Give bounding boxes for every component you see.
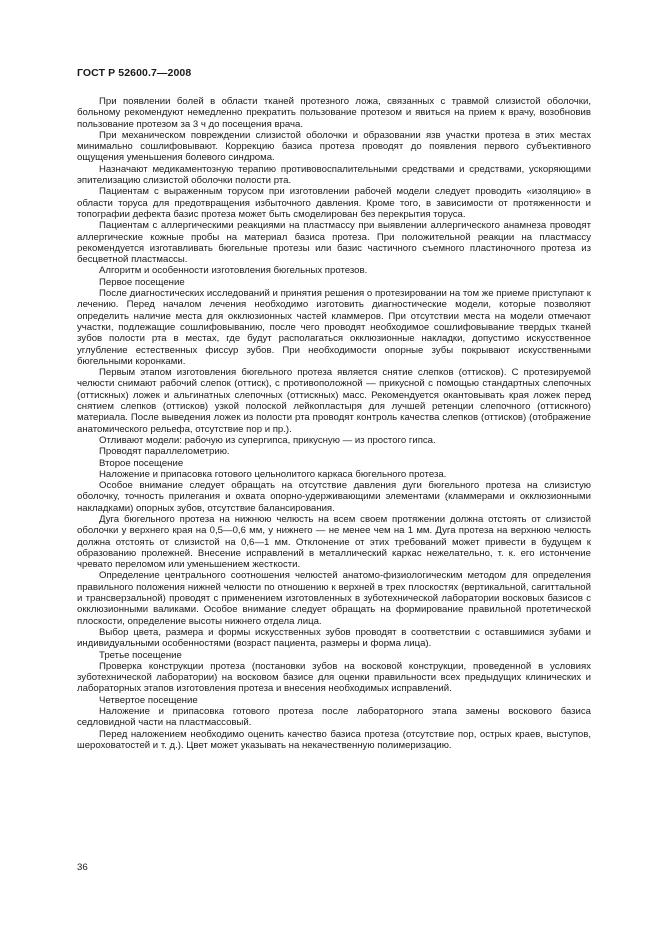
- document-body: [77, 96, 591, 751]
- paragraph: Выбор цвета, размера и формы искусственных зубов проводят в соответствии с оставшимися зубами и индивидуальными особенностями (возраст пациента, размеры и форма лица).: [77, 626, 591, 650]
- paragraph: Определение центрального соотношения челюстей анатомо-физиологическим методом для определения правильного положения нижней челюсти по отношению к верхней в трех плоскостях (вертикальной, сагиттальной и трансверзальной) проводят с применением изготовленных в зуботехнической лаборатории восковых базисов с окклюзионными валиками. Особое внимание следует обращать на формирование правильной протетической плоскости, определение высоты нижнего отдела лица.: [77, 570, 591, 627]
- paragraph: Отливают модели: рабочую из супергипса, прикусную — из простого гипса.: [99, 434, 436, 446]
- section-heading: Третье посещение: [99, 649, 182, 661]
- paragraph: После диагностических исследований и принятия решения о протезировании на том же приеме приступают к лечению. Перед началом лечения необходимо изготовить диагностические модели, которые позволяют определить наличие места для окклюзионных частей кламмеров. При отсутствии места на модели отмечают участки, подлежащие сошлифовыванию, после чего проводят необходимое сошлифовывание твердых тканей зубов полости рта в местах, где будут располагаться окклюзионные накладки, допустимо искусственное углубление естественных фиссур зубов. При необходимости опорные зубы покрывают искусственными бюгельными коронками.: [77, 288, 591, 367]
- paragraph: Назначают медикаментозную терапию противовоспалительными средствами и средствами, ускоряющими эпителизацию слизистой оболочки полости рта.: [77, 163, 591, 187]
- paragraph: Алгоритм и особенности изготовления бюгельных протезов.: [99, 265, 368, 277]
- paragraph: Проверка конструкции протеза (постановки зубов на восковой конструкции, проведенной в условиях зуботехнической лаборатории) на восковом базисе для оценки правильности всех предыдущих клинических и лабораторных этапов изготовления протеза и внесения необходимых исправлений.: [77, 660, 591, 695]
- paragraph: Пациентам с выраженным торусом при изготовлении рабочей модели следует проводить «изоляцию» в области торуса для предотвращения избыточного давления. Кроме того, в зависимости от протяженности и топографии дефекта базис протеза может быть смоделирован без перекрытия торуса.: [77, 186, 591, 220]
- paragraph: Особое внимание следует обращать на отсутствие давления дуги бюгельного протеза на слизистую оболочку, точность прилегания и охвата опорно-удерживающими элементами (кламмерами и окклюзионными накладками) опорных зубов, отсутствие балансирования.: [77, 480, 591, 514]
- paragraph: Первым этапом изготовления бюгельного протеза является снятие слепков (оттисков). С протезируемой челюсти снимают рабочий слепок (оттиск), с противоположной — прикусной с помощью стандартных слепочных (оттискных) ложек и альгинатных слепочных (оттискных) масс. Рекомендуется окантовывать края ложек перед снятием слепков (оттисков) узкой полоской лейкопластыря для лучшей ретенции слепочного (оттискного) материала. После выведения ложек из полости рта проводят контроль качества слепков (оттисков) (отображение анатомического рельефа, отсутствие пор и пр.).: [77, 367, 591, 435]
- page-number: 36: [77, 862, 88, 873]
- section-heading: Второе посещение: [99, 457, 184, 469]
- paragraph: Наложение и припасовка готового протеза после лабораторного этапа замены воскового базиса седловидной части на пластмассовый.: [77, 706, 591, 729]
- section-heading: Первое посещение: [99, 276, 185, 288]
- document-header: ГОСТ Р 52600.7—2008: [77, 67, 192, 79]
- paragraph: Перед наложением необходимо оценить качество базиса протеза (отсутствие пор, острых краев, выступов, шероховатостей и т. д.). Цвет может указывать на некачественную полимеризацию.: [77, 728, 591, 751]
- paragraph: Проводят параллелометрию.: [99, 446, 230, 458]
- paragraph: При появлении болей в области тканей протезного ложа, связанных с травмой слизистой оболочки, больному рекомендуют немедленно прекратить пользование протезом и явиться на прием к врачу, возобновив пользование протезом за 3 ч до посещения врача.: [77, 96, 591, 130]
- paragraph: Дуга бюгельного протеза на нижнюю челюсть на всем своем протяжении должна отстоять от слизистой оболочки у верхнего края на 0,5—0,6 мм, у нижнего — не менее чем на 1 мм. Дуга протеза на верхнюю челюсть должна отстоять от слизистой на 0,6—1 мм. Отклонение от этих требований может привести в будущем к образованию пролежней. Внесение исправлений в металлический каркас нежелательно, т. к. его истончение чревато переломом или уменьшением жесткости.: [77, 513, 591, 571]
- section-heading: Четвертое посещение: [99, 694, 198, 706]
- paragraph: Наложение и припасовка готового цельнолитого каркаса бюгельного протеза.: [99, 468, 447, 480]
- paragraph: При механическом повреждении слизистой оболочки и образовании язв участки протеза в этих местах минимально сошлифовывают. Коррекцию базиса протеза проводят до появления первого субъективного ощущения уменьшения болевого синдрома.: [77, 129, 591, 164]
- paragraph: Пациентам с аллергическими реакциями на пластмассу при выявлении аллергического анамнеза проводят аллергические кожные пробы на материал базиса протеза. При положительной реакции на пластмассу рекомендуется изготавливать бюгельные протезы или базис частичного съемного пластиночного протеза из бесцветной пластмассы.: [77, 220, 591, 266]
